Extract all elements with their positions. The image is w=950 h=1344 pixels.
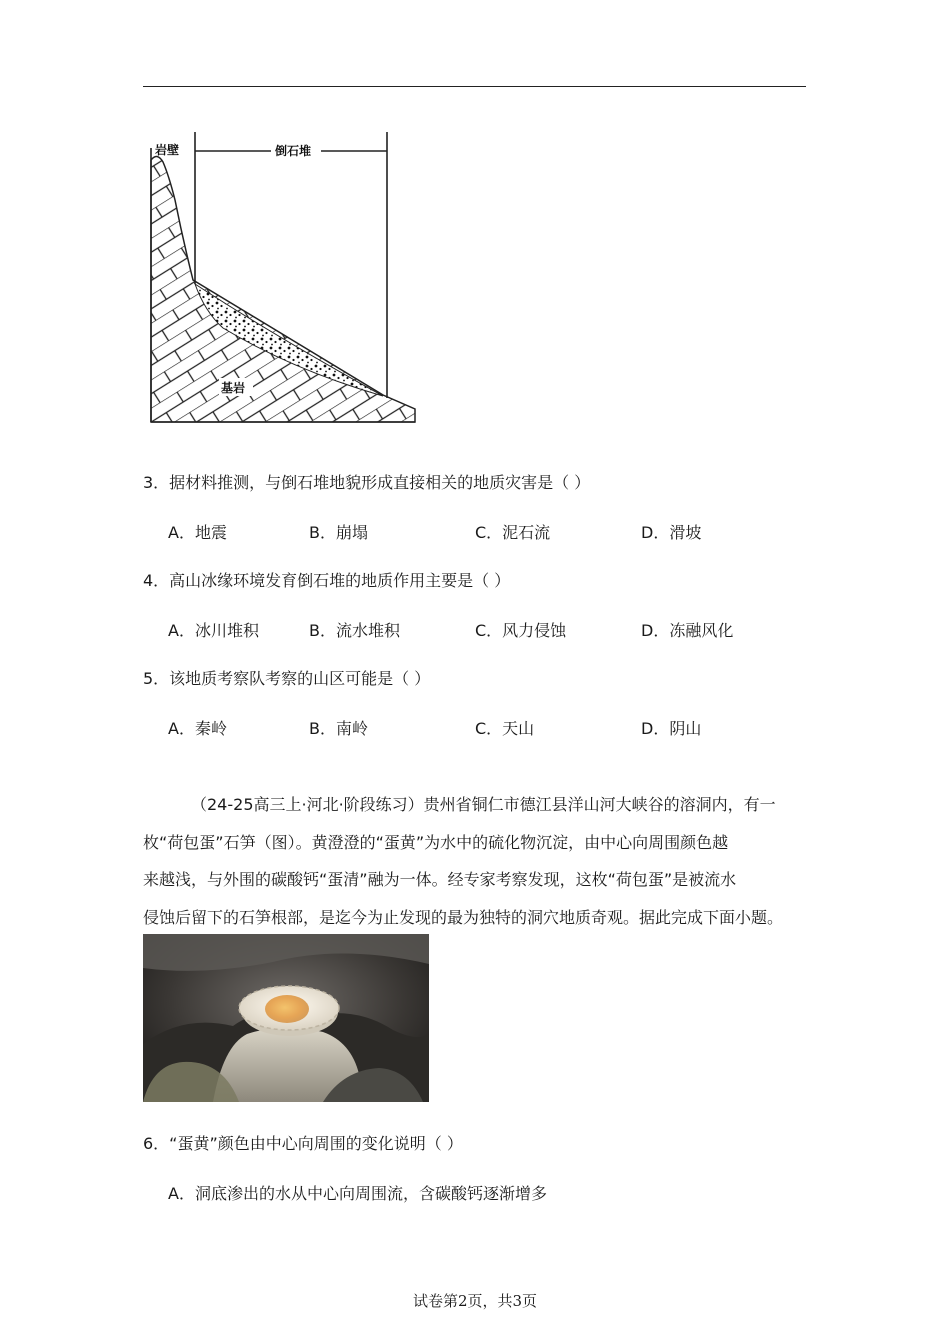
label-talus: 倒石堆	[275, 144, 312, 158]
question-5-stem: 5．该地质考察队考察的山区可能是（ ）	[143, 669, 431, 688]
question-3-stem: 3．据材料推测，与倒石堆地貌形成直接相关的地质灾害是（ ）	[143, 473, 591, 492]
question-3-option-c[interactable]: C．泥石流	[475, 523, 551, 542]
material-passage	[143, 786, 808, 936]
bedrock-mass	[151, 156, 415, 422]
question-4-option-a[interactable]: A．冰川堆积	[168, 621, 259, 640]
question-5-option-c[interactable]: C．天山	[475, 719, 535, 738]
question-4-option-d[interactable]: D．冻融风化	[641, 621, 734, 640]
question-5-option-d[interactable]: D．阴山	[641, 719, 702, 738]
question-6-option-a[interactable]: A．洞底渗出的水从中心向周围流，含碳酸钙逐渐增多	[168, 1184, 547, 1203]
page-footer: 试卷第2页，共3页	[412, 1292, 538, 1310]
fried-egg-stalagmite-photo	[143, 934, 429, 1102]
question-3-option-d[interactable]: D．滑坡	[641, 523, 702, 542]
question-4-stem: 4．高山冰缘环境发育倒石堆的地质作用主要是（ ）	[143, 571, 511, 590]
question-3-option-b[interactable]: B．崩塌	[309, 523, 368, 542]
question-4-option-b[interactable]: B．流水堆积	[309, 621, 400, 640]
question-6-stem: 6．“蛋黄”颜色由中心向周围的变化说明（ ）	[143, 1134, 463, 1153]
question-4-option-c[interactable]: C．风力侵蚀	[475, 621, 567, 640]
header-rule	[143, 86, 806, 87]
question-5-option-b[interactable]: B．南岭	[309, 719, 368, 738]
talus-diagram	[143, 130, 423, 428]
question-3-option-a[interactable]: A．地震	[168, 523, 227, 542]
question-5-option-a[interactable]: A．秦岭	[168, 719, 227, 738]
passage-line: 枚“荷包蛋”石笋（图）。黄澄澄的“蛋黄”为水中的硫化物沉淀，由中心向周围颜色越	[143, 832, 729, 852]
label-rock-wall: 岩壁	[155, 143, 180, 157]
passage-line: 侵蚀后留下的石笋根部，是迄今为止发现的最为独特的洞穴地质奇观。据此完成下面小题。	[143, 907, 784, 927]
passage-line: 来越浅，与外围的碳酸钙“蛋清”融为一体。经专家考察发现，这枚“荷包蛋”是被流水	[143, 870, 737, 889]
label-bedrock: 基岩	[221, 381, 246, 395]
passage-line: （24-25高三上·河北·阶段练习）贵州省铜仁市德江县洋山河大峡谷的溶洞内，有一	[191, 795, 776, 814]
